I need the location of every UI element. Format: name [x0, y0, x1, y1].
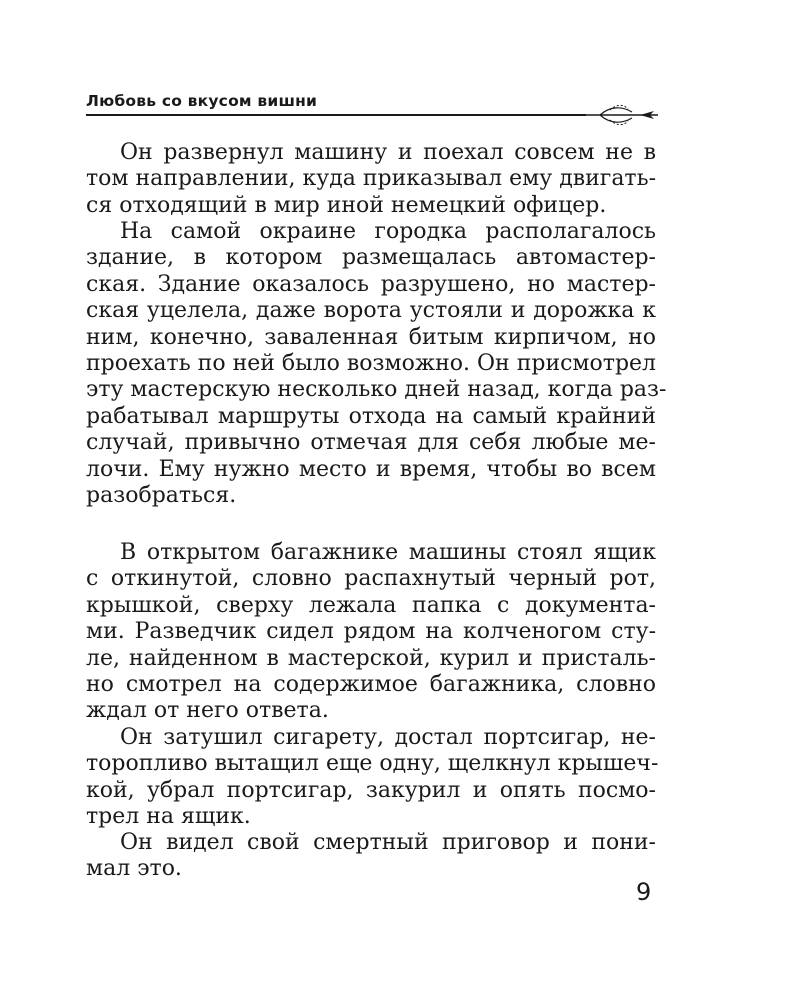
text-line: случай, привычно отмечая для себя любые ме- [86, 430, 656, 456]
text-line: Он развернул машину и поехал совсем не в [120, 140, 656, 165]
text-line: лочи. Ему нужно место и время, чтобы во всем [86, 456, 656, 482]
running-head: Любовь со вкусом вишни [86, 92, 318, 110]
text-line: с откинутой, словно распахнутый черный рот, [86, 566, 656, 592]
paragraph-4 [86, 725, 659, 831]
paragraph-1 [86, 140, 656, 219]
text-line: разобраться. [86, 482, 237, 508]
text-line: ми. Разведчик сидел рядом на колченогом сту- [86, 619, 656, 645]
text-line: ская уцелела, даже ворота устояли и дорожка к [86, 298, 656, 324]
text-line: Он затушил сигарету, достал портсигар, не- [120, 725, 656, 750]
text-line: ним, конечно, заваленная битым кирпичом, но [86, 324, 656, 350]
text-line: эту мастерскую несколько дней назад, когда раз- [86, 377, 667, 403]
text-line: На самой окраине городка располагалось [120, 219, 656, 244]
text-line: мал это. [86, 856, 182, 882]
header-ornament [580, 100, 660, 130]
text-line: крышкой, сверху лежала папка с документа- [86, 592, 656, 618]
text-line: том направлении, куда приказывал ему двигать- [86, 166, 657, 192]
page-number: 9 [636, 878, 652, 906]
text-line: рабатывал маршруты отхода на самый крайний [86, 403, 656, 429]
text-line: кой, убрал портсигар, закурил и опять посмо- [86, 777, 656, 803]
text-line: ская. Здание оказалось разрушено, но мастер- [86, 271, 656, 297]
text-line: но смотрел на содержимое багажника, словно [86, 671, 656, 697]
text-line: ждал от него ответа. [86, 698, 329, 724]
text-line: трел на ящик. [86, 804, 251, 830]
text-line: ся отходящий в мир иной немецкий офицер. [86, 192, 607, 218]
paragraph-2 [86, 219, 667, 509]
header-rule [86, 114, 586, 116]
text-line: В открытом багажнике машины стоял ящик [120, 540, 656, 565]
text-line: здание, в котором размещалась автомастер- [86, 245, 656, 271]
text-line: торопливо вытащил еще одну, щелкнул крышеч- [86, 751, 659, 777]
text-line: проехать по ней было возможно. Он присмотрел [86, 350, 657, 376]
paragraph-5 [86, 830, 656, 883]
paragraph-3 [86, 540, 656, 725]
text-line: Он видел свой смертный приговор и пони- [120, 830, 656, 855]
text-line: ле, найденном в мастерской, курил и присталь- [86, 645, 656, 671]
